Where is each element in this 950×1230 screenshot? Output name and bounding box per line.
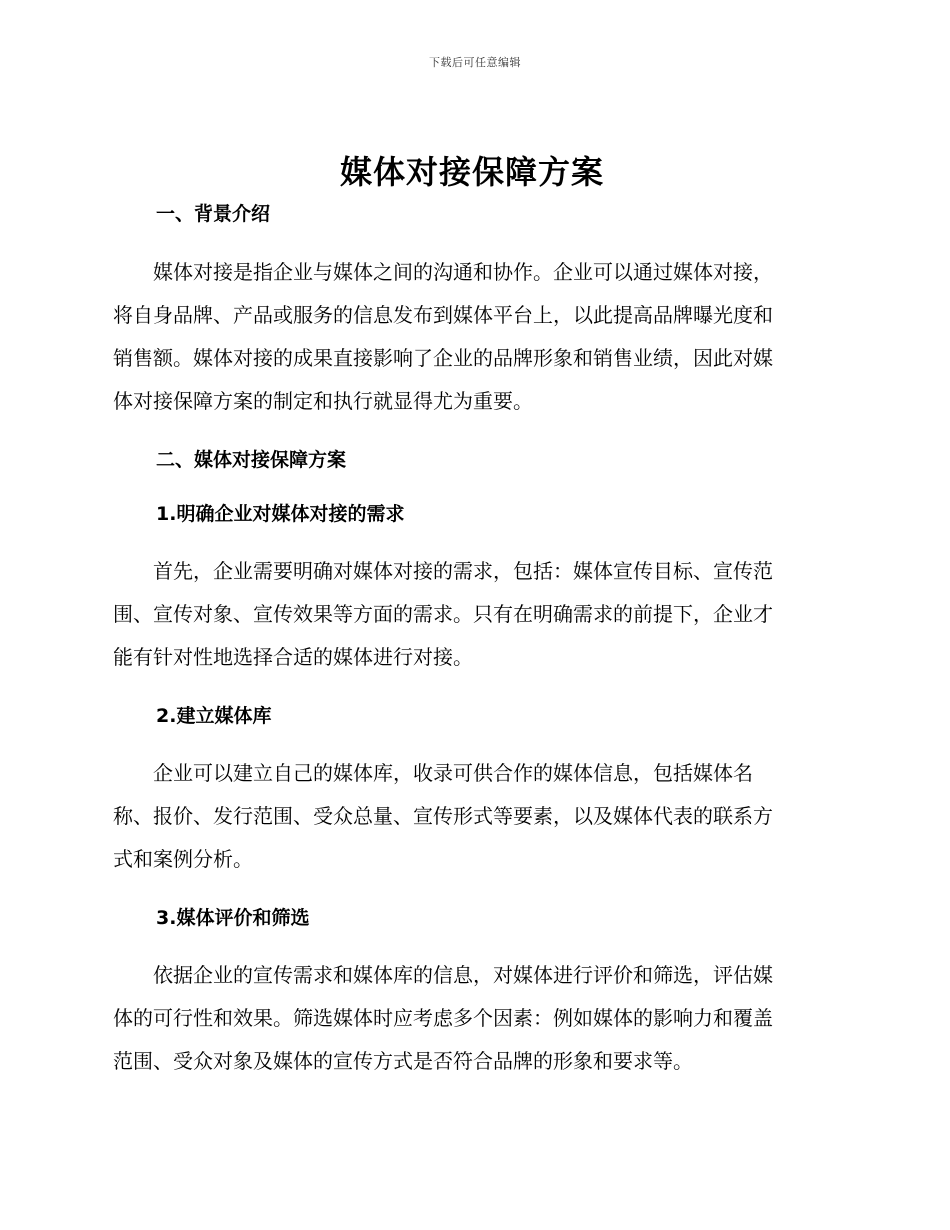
- section-heading-background: 一、背景介绍: [156, 203, 271, 225]
- paragraph-background: [113, 251, 831, 423]
- document-title: 媒体对接保障方案: [339, 153, 604, 191]
- paragraph-line: 称、报价、发行范围、受众总量、宣传形式等要素，以及媒体代表的联系方: [113, 804, 773, 828]
- paragraph-line: 销售额。媒体对接的成果直接影响了企业的品牌形象和销售业绩，因此对媒: [113, 346, 773, 370]
- paragraph-line: 范围、受众对象及媒体的宣传方式是否符合品牌的形象和要求等。: [113, 1049, 693, 1073]
- subsection-heading-evaluation: 3.媒体评价和筛选: [156, 907, 310, 929]
- document-body: [113, 150, 831, 1083]
- paragraph-line: 媒体对接是指企业与媒体之间的沟通和协作。企业可以通过媒体对接，: [153, 260, 773, 284]
- paragraph-needs: [113, 550, 831, 679]
- paragraph-line: 体的可行性和效果。筛选媒体时应考虑多个因素：例如媒体的影响力和覆盖: [113, 1006, 773, 1030]
- paragraph-line: 体对接保障方案的制定和执行就显得尤为重要。: [113, 389, 533, 413]
- paragraph-line: 将自身品牌、产品或服务的信息发布到媒体平台上，以此提高品牌曝光度和: [113, 303, 773, 327]
- paragraph-line: 式和案例分析。: [113, 847, 253, 871]
- paragraph-line: 围、宣传对象、宣传效果等方面的需求。只有在明确需求的前提下，企业才: [113, 602, 773, 626]
- header-note: 下载后可任意编辑: [429, 56, 521, 69]
- paragraph-line: 能有针对性地选择合适的媒体进行对接。: [113, 645, 473, 669]
- section-heading-plan: 二、媒体对接保障方案: [156, 449, 347, 471]
- paragraph-media-library: [113, 752, 831, 881]
- paragraph-line: 依据企业的宣传需求和媒体库的信息，对媒体进行评价和筛选，评估媒: [153, 963, 773, 987]
- paragraph-evaluation: [113, 954, 831, 1083]
- subsection-heading-needs: 1.明确企业对媒体对接的需求: [156, 503, 405, 525]
- paragraph-line: 企业可以建立自己的媒体库，收录可供合作的媒体信息，包括媒体名: [153, 761, 753, 785]
- subsection-heading-media-library: 2.建立媒体库: [156, 705, 272, 727]
- paragraph-line: 首先，企业需要明确对媒体对接的需求，包括：媒体宣传目标、宣传范: [153, 559, 773, 583]
